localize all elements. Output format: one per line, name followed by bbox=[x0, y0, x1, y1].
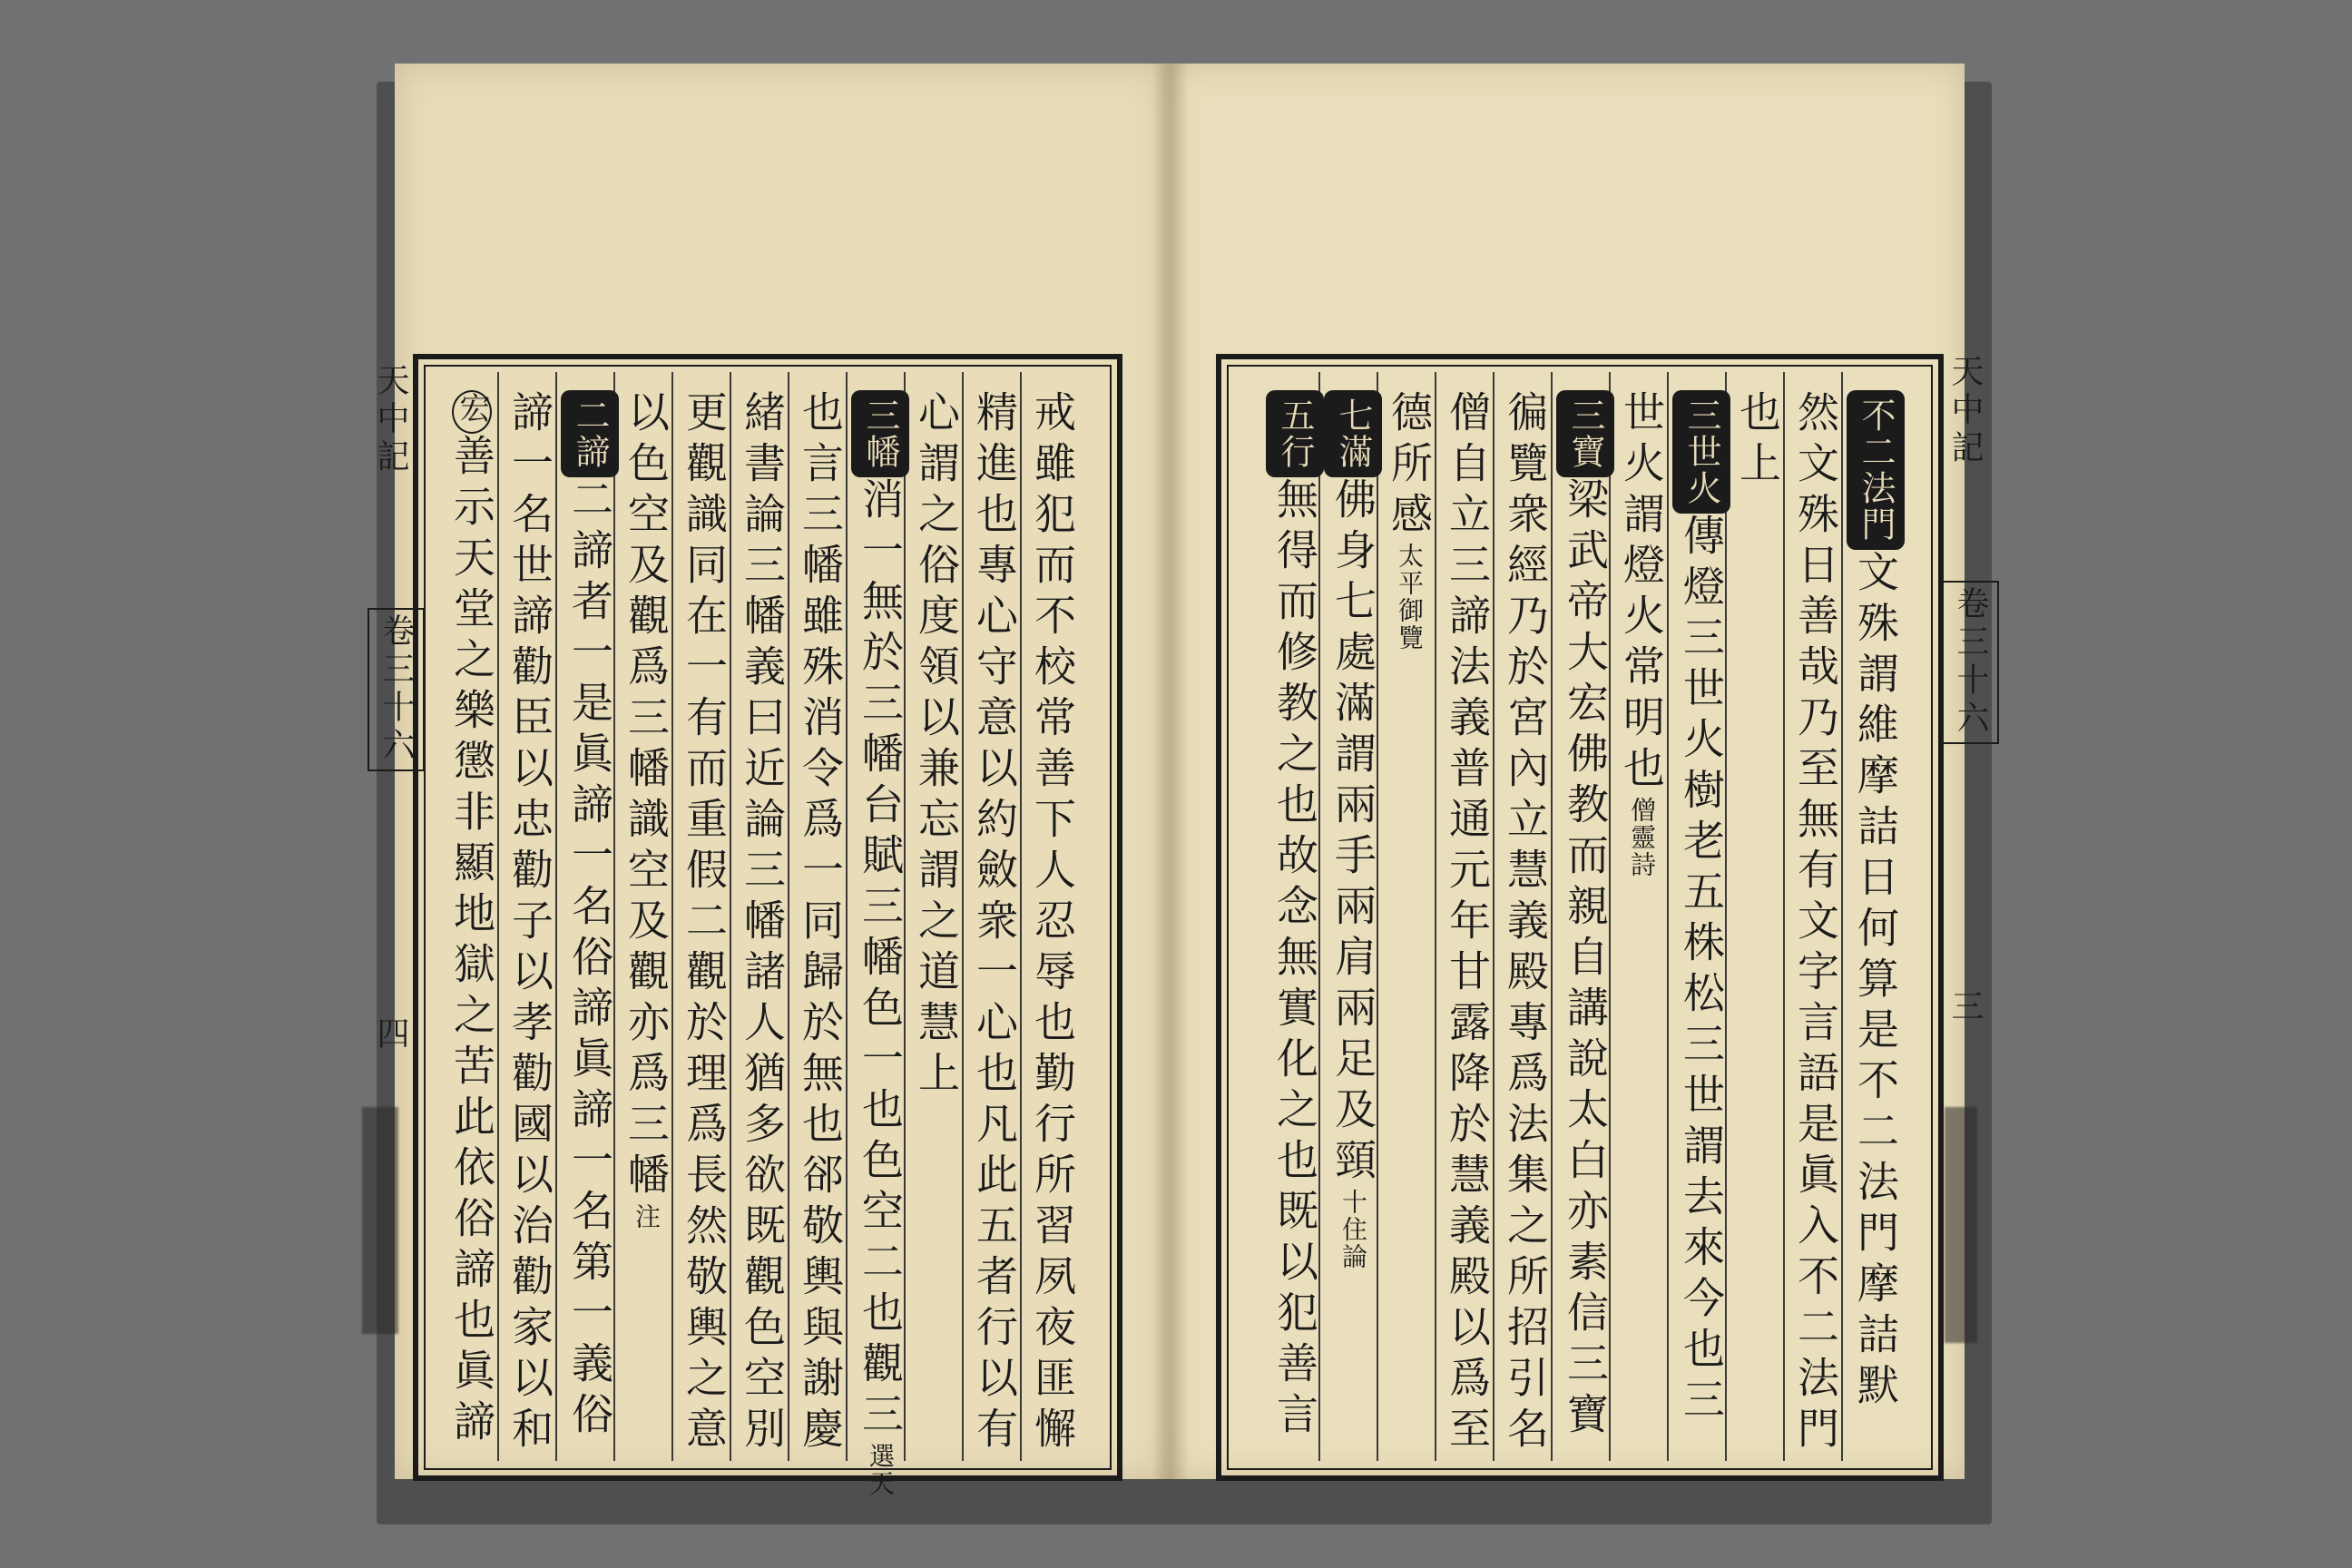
entry-heading: 不二法門 bbox=[1847, 390, 1905, 550]
right-text-column bbox=[1266, 390, 1324, 1443]
column-text: 更觀識同在一有而重假二觀於理爲長然敬輿之意 bbox=[680, 390, 729, 1457]
left-text-column bbox=[503, 390, 557, 1457]
right-text-column bbox=[1498, 390, 1553, 1457]
entry-heading: 七滿 bbox=[1324, 390, 1382, 477]
source-note: 注 bbox=[632, 1203, 662, 1230]
right-text-column bbox=[1382, 390, 1436, 652]
column-text: 消一無於三幡台賦三幡色一也色空二也觀三 bbox=[856, 477, 905, 1443]
column-text: 以色空及觀爲三幡識空及觀亦爲三幡 bbox=[622, 390, 671, 1203]
right-column-rule bbox=[1783, 372, 1785, 1461]
book-spread bbox=[358, 64, 1989, 1515]
column-text: 傳燈三世火樹老五株松三世謂去來今也三 bbox=[1677, 514, 1726, 1428]
right-margin-volume: 卷三十六 bbox=[1942, 581, 1999, 744]
column-text: 文殊謂維摩詰日何算是不二法門摩詰默 bbox=[1851, 550, 1900, 1414]
column-text: 善示天堂之樂懲非顯地獄之苦此依俗諦也眞諦 bbox=[447, 434, 496, 1450]
column-text: 精進也專心守意以約斂衆一心也凡此五者行以有 bbox=[970, 390, 1019, 1457]
left-margin-page-number: 四 bbox=[372, 1016, 409, 1054]
left-text-column bbox=[793, 390, 848, 1457]
circled-mark: 宏 bbox=[454, 392, 490, 432]
source-note: 十住論 bbox=[1338, 1189, 1368, 1270]
right-margin-page-number: 三 bbox=[1946, 989, 1984, 1027]
right-text-column bbox=[1556, 390, 1614, 1443]
column-text: 諦一名世諦勸臣以忠勸子以孝勸國以治勸家以和 bbox=[505, 390, 554, 1457]
book-gutter bbox=[1152, 64, 1189, 1479]
left-text-column bbox=[967, 390, 1022, 1457]
right-text-column bbox=[1324, 390, 1382, 1270]
column-text: 世火謂燈火常明也 bbox=[1617, 390, 1666, 797]
left-text-column bbox=[445, 390, 499, 1450]
column-text: 無得而修教之也故念無實化之也既以犯善言 bbox=[1270, 477, 1319, 1443]
column-text: 佛身七處滿謂兩手兩肩兩足及頸 bbox=[1328, 477, 1377, 1189]
left-margin-block bbox=[362, 1107, 398, 1334]
right-text-column bbox=[1614, 390, 1669, 878]
column-text: 也上 bbox=[1733, 390, 1782, 492]
entry-heading: 二諦 bbox=[561, 390, 619, 477]
column-text: 二諦者一是眞諦一名俗諦眞諦一名第一義俗 bbox=[565, 477, 614, 1443]
entry-heading: 三世火 bbox=[1672, 390, 1730, 514]
entry-heading: 三幡 bbox=[851, 390, 909, 477]
left-text-column bbox=[619, 390, 673, 1230]
right-margin-block bbox=[1945, 1107, 1977, 1343]
right-text-column bbox=[1672, 390, 1730, 1428]
left-text-column bbox=[735, 390, 789, 1457]
source-note: 太平御覽 bbox=[1395, 543, 1425, 652]
left-text-column bbox=[909, 390, 964, 1102]
column-text: 德所感 bbox=[1385, 390, 1434, 543]
right-text-column bbox=[1730, 390, 1785, 492]
left-margin-volume: 卷三十六 bbox=[368, 608, 425, 771]
left-text-column bbox=[1025, 390, 1080, 1457]
column-text: 梁武帝大宏佛教而親自講說太白亦素信三寶 bbox=[1561, 477, 1610, 1443]
left-text-column bbox=[561, 390, 619, 1443]
right-text-column bbox=[1847, 390, 1905, 1414]
column-text: 也言三幡雖殊消令爲一同歸於無也郤敬輿與謝慶 bbox=[796, 390, 845, 1457]
column-text: 心謂之俗度領以兼忘謂之道慧上 bbox=[912, 390, 961, 1102]
right-text-column bbox=[1440, 390, 1494, 1457]
left-text-column bbox=[851, 390, 909, 1497]
column-text: 徧覽衆經乃於宮內立慧義殿專爲法集之所招引名 bbox=[1501, 390, 1550, 1457]
source-note: 選天 bbox=[866, 1443, 896, 1497]
column-text: 然文殊日善哉乃至無有文字言語是眞入不二法門 bbox=[1791, 390, 1840, 1457]
source-note: 僧靈詩 bbox=[1627, 797, 1657, 878]
left-margin-title: 天中記 bbox=[372, 363, 409, 477]
column-text: 僧自立三諦法義普通元年甘露降於慧義殿以爲至 bbox=[1443, 390, 1492, 1457]
right-text-column bbox=[1788, 390, 1843, 1457]
column-text: 緒書論三幡義曰近論三幡諸人猶多欲既觀色空別 bbox=[738, 390, 787, 1457]
entry-heading: 三寶 bbox=[1556, 390, 1614, 477]
right-margin-title: 天中記 bbox=[1946, 354, 1984, 468]
column-text: 戒雖犯而不校常善下人忍辱也勤行所習夙夜匪懈 bbox=[1028, 390, 1077, 1457]
left-text-column bbox=[677, 390, 731, 1457]
entry-heading: 五行 bbox=[1266, 390, 1324, 477]
